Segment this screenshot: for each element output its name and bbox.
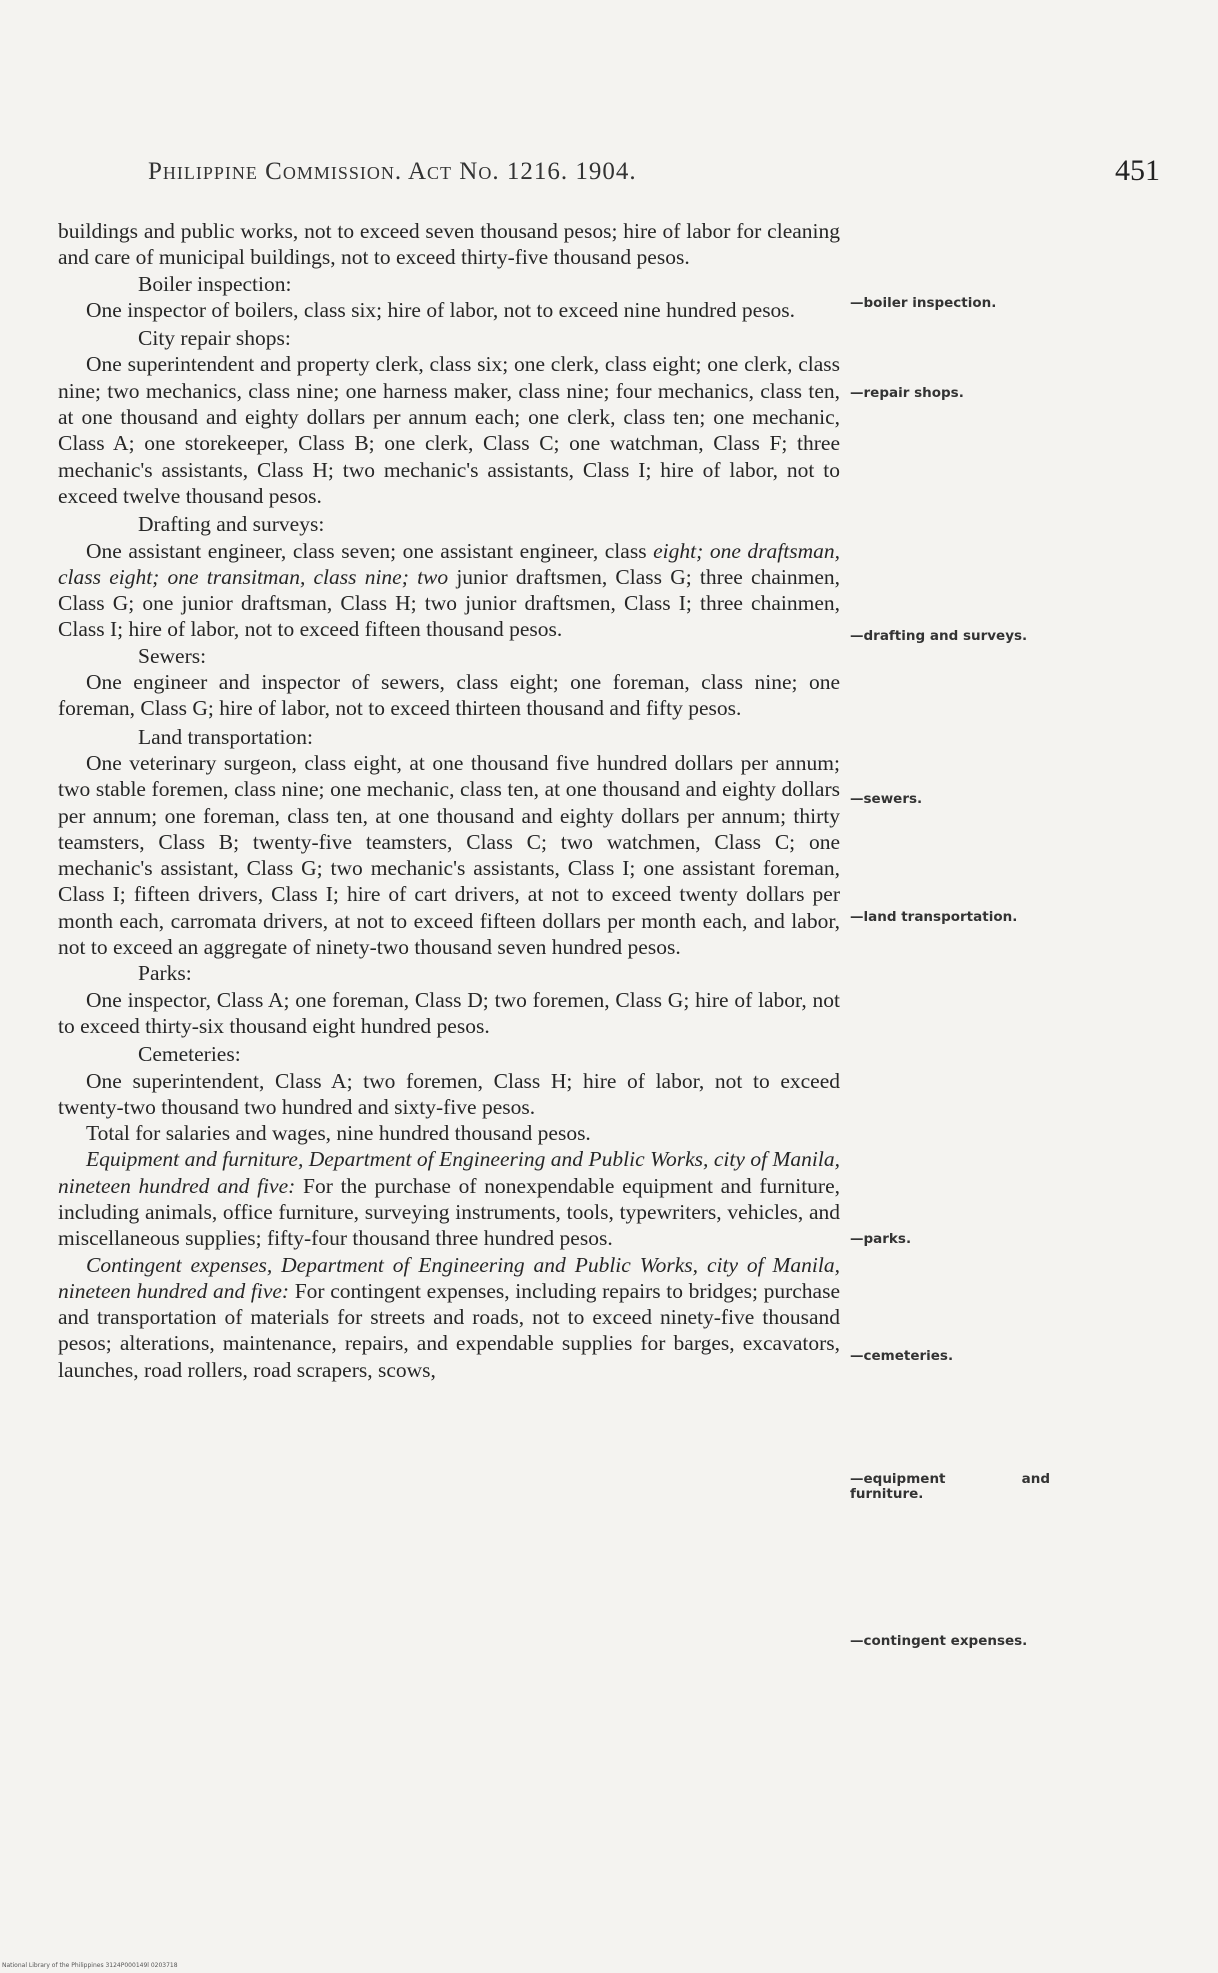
paragraph-total: Total for salaries and wages, nine hundred thousand pesos. bbox=[86, 1121, 591, 1146]
heading-cemeteries: Cemeteries: bbox=[138, 1042, 241, 1067]
paragraph-equipment-furniture bbox=[58, 1146, 840, 1251]
contingent-text: For contingent expenses, including repairs to bridges; purchase and transportation of materials for streets and roads, not to exceed ninety-five thousand pesos; alterations, maintenance, repairs, and expendable supplies for barges, excavators, launches, road rollers, road scrapers, scows, bbox=[58, 1278, 840, 1382]
heading-parks: Parks: bbox=[138, 961, 192, 986]
paragraph-land-transportation: One veterinary surgeon, class eight, at one thousand five hundred dollars per annum; two stable foremen, class nine; one mechanic, class ten, at one thousand and eighty dollars per annum; one foreman, class ten, at one thousand and eighty dollars per annum; thirty teamsters, Class B; twenty-five teamsters, Class C; two watchmen, Class C; one mechanic's assistant, Class G; two mechanic's assistants, Class I; one assistant foreman, Class I; fifteen drivers, Class I; hire of cart drivers, at not to exceed twenty dollars per month each, carromata drivers, at not to exceed fifteen dollars per month each, and labor, not to exceed an aggregate of ninety-two thousand seven hundred pesos. bbox=[58, 750, 840, 960]
margin-note-sewers: —sewers. bbox=[850, 791, 923, 807]
margin-note-repair-shops: —repair shops. bbox=[850, 385, 964, 401]
drafting-text-a: One assistant engineer, class seven; one assistant engineer, class bbox=[86, 538, 654, 563]
running-title: Philippine Commission. Act No. 1216. 1904. bbox=[148, 158, 637, 185]
margin-note-drafting-surveys: —drafting and surveys. bbox=[850, 628, 1028, 644]
paragraph-contingent-expenses bbox=[58, 1252, 840, 1383]
heading-drafting-surveys: Drafting and surveys: bbox=[138, 512, 325, 537]
paragraph-cemeteries: One superintendent, Class A; two foremen, Class H; hire of labor, not to exceed twenty-two thousand two hundred and sixty-five pesos. bbox=[58, 1068, 840, 1119]
margin-note-parks: —parks. bbox=[850, 1231, 912, 1247]
margin-note-contingent-expenses: —contingent expenses. bbox=[850, 1633, 1028, 1649]
paragraph-sewers: One engineer and inspector of sewers, class eight; one foreman, class nine; one foreman, Class G; hire of labor, not to exceed thirteen thousand and fifty pesos. bbox=[58, 670, 840, 721]
drafting-text-italic: eight; one draftsman, class eight; one transitman, class nine; two bbox=[58, 538, 841, 589]
page-number: 451 bbox=[1115, 154, 1160, 187]
margin-note-land-transportation: —land transportation. bbox=[850, 909, 1018, 925]
paragraph-buildings: buildings and public works, not to exceed seven thousand pesos; hire of labor for cleaning and care of municipal buildings, not to exceed thirty-five thousand pesos. bbox=[58, 219, 840, 270]
contingent-italic-heading: Contingent expenses, Department of Engineering and Public Works, city of Manila, nineteen hundred and five: bbox=[58, 1252, 840, 1303]
scan-source-footer: National Library of the Philippines 3124P000149l 0203718 bbox=[2, 1962, 178, 1969]
page-header bbox=[58, 154, 1160, 198]
paragraph-parks: One inspector, Class A; one foreman, Class D; two foremen, Class G; hire of labor, not to exceed thirty-six thousand eight hundred pesos. bbox=[58, 987, 840, 1038]
equipment-text: For the purchase of nonexpendable equipment and furniture, including animals, office furniture, surveying instruments, tools, typewriters, vehicles, and miscellaneous supplies; fifty-four thousand three hundred pesos. bbox=[58, 1173, 840, 1251]
heading-land-transportation: Land transportation: bbox=[138, 724, 313, 749]
equipment-italic-heading: Equipment and furniture, Department of Engineering and Public Works, city of Manila, nineteen hundred and five: bbox=[58, 1147, 840, 1198]
heading-boiler-inspection: Boiler inspection: bbox=[138, 271, 292, 296]
paragraph-boiler-inspection: One inspector of boilers, class six; hire of labor, not to exceed nine hundred pesos. bbox=[86, 297, 796, 322]
heading-city-repair-shops: City repair shops: bbox=[138, 326, 291, 351]
margin-note-boiler-inspection: —boiler inspection. bbox=[850, 295, 997, 311]
heading-sewers: Sewers: bbox=[138, 643, 207, 668]
margin-note-cemeteries: —cemeteries. bbox=[850, 1348, 954, 1364]
paragraph-drafting-surveys bbox=[58, 538, 840, 643]
body-text bbox=[58, 218, 840, 1383]
paragraph-city-repair-shops: One superintendent and property clerk, class six; one clerk, class eight; one clerk, class nine; two mechanics, class nine; one harness maker, class nine; four mechanics, class ten, at one thousand and eighty dollars per annum each; one clerk, class ten; one mechanic, Class A; one storekeeper, Class B; one clerk, Class C; one watchman, Class F; three mechanic's assistants, Class H; two mechanic's assistants, Class I; hire of labor, not to exceed twelve thousand pesos. bbox=[58, 352, 840, 508]
drafting-text-b: junior draftsmen, Class G; three chainmen, Class G; one junior draftsman, Class H; two junior draftsmen, Class I; three chainmen, Class I; hire of labor, not to exceed fifteen thousand pesos. bbox=[58, 564, 840, 642]
margin-note-equipment-furniture: —equipment and furniture. bbox=[850, 1471, 1050, 1502]
